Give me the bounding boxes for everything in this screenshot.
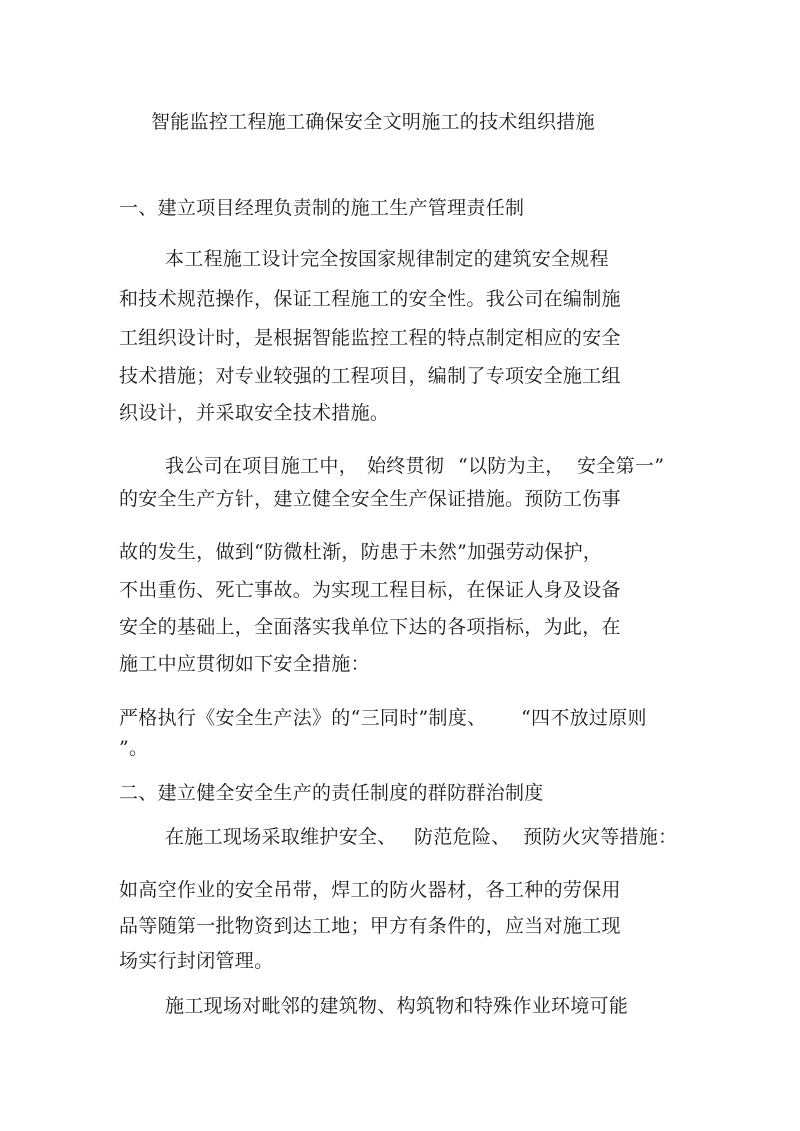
paragraph-4-line-2: 品等随第一批物资到达工地；甲方有条件的，应当对施工现 (119, 915, 621, 937)
paragraph-2-line-5: 施工中应贯彻如下安全措施： (119, 653, 370, 675)
paragraph-1-line-4: 技术措施；对专业较强的工程项目，编制了专项安全施工组 (119, 365, 621, 387)
paragraph-2-lead-a: 我公司在项目施工中， (165, 455, 359, 477)
paragraph-2-lead-d: 安全第一” (577, 455, 665, 477)
paragraph-4-line-1: 如高空作业的安全吊带，焊工的防火器材，各工种的劳保用 (119, 879, 621, 901)
paragraph-2-lead-b: 始终贯彻 (367, 455, 445, 477)
document-title: 智能监控工程施工确保安全文明施工的技术组织措施 (151, 111, 595, 133)
paragraph-1-line-1: 本工程施工设计完全按国家规律制定的建筑安全规程 (165, 248, 609, 270)
paragraph-4-lead-b: 防范危险、 (414, 826, 511, 848)
paragraph-1-line-2: 和技术规范操作，保证工程施工的安全性。我公司在编制施 (119, 288, 621, 310)
paragraph-2-line-3: 不出重伤、死亡事故。为实现工程目标，在保证人身及设备 (119, 579, 621, 601)
paragraph-4-lead-c: 预防火灾等措施： (523, 826, 678, 848)
paragraph-2-line-2: 故的发生，做到“防微杜渐，防患于未然”加强劳动保护， (119, 541, 603, 563)
paragraph-3-lead-b: “四不放过原则 (521, 707, 647, 729)
paragraph-3-lead-a: 严格执行《安全生产法》的“三同时”制度、 (119, 707, 487, 729)
paragraph-2-line-1: 的安全生产方针，建立健全安全生产保证措施。预防工伤事 (119, 488, 621, 510)
paragraph-3-tail: ”。 (119, 737, 149, 759)
paragraph-2-lead-c: “以防为主， (458, 455, 565, 477)
paragraph-2-line-4: 安全的基础上，全面落实我单位下达的各项指标，为此，在 (119, 616, 621, 638)
paragraph-4-lead-a: 在施工现场采取维护安全、 (165, 826, 397, 848)
section-heading-2: 二、建立健全安全生产的责任制度的群防群治制度 (119, 782, 544, 804)
paragraph-1-line-3: 工组织设计时，是根据智能监控工程的特点制定相应的安全 (119, 327, 621, 349)
paragraph-4-line-3: 场实行封闭管理。 (119, 950, 274, 972)
paragraph-5-line-1: 施工现场对毗邻的建筑物、构筑物和特殊作业环境可能 (165, 995, 629, 1017)
section-heading-1: 一、建立项目经理负责制的施工生产管理责任制 (119, 197, 525, 219)
paragraph-1-line-5: 织设计，并采取安全技术措施。 (119, 402, 390, 424)
